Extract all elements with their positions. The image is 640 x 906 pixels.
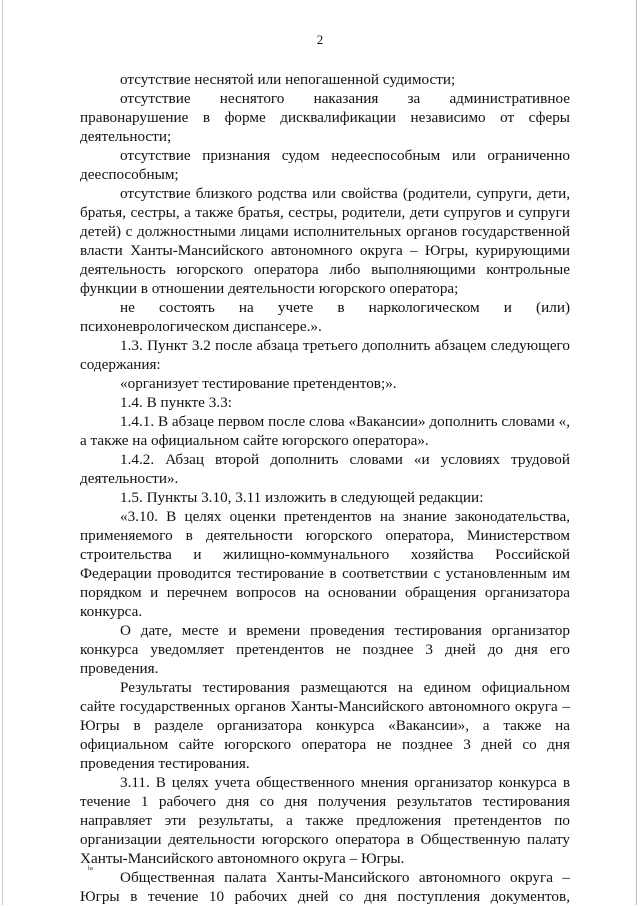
paragraph-testing-results: Результаты тестирования размещаются на едином официальном сайте государственных органов Ханты-Мансийского автономного округа – Югры в разделе организатора конкурса «Вакансии», а также на официальном сайте югорского оператора не позднее 3 дней со дня проведения тестирования.	[80, 679, 570, 772]
paragraph-item-1-4-2: 1.4.2. Абзац второй дополнить словами «и условиях трудовой деятельности».	[80, 451, 570, 487]
paragraph-item-3-10: «3.10. В целях оценки претендентов на знание законодательства, применяемого в деятельности югорского оператора, Министерством строительства и жилищно-коммунального хозяйства Российской Федерации проводится тестирование в соответствии с установленным им порядком и перечнем вопросов на основании обращения организатора конкурса.	[80, 508, 570, 620]
paragraph-item-1-3: 1.3. Пункт 3.2 после абзаца третьего дополнить абзацем следующего содержания:	[80, 337, 570, 373]
document-body	[80, 70, 570, 906]
paragraph-item-1-4: 1.4. В пункте 3.3:	[120, 394, 232, 411]
page-number: 2	[316, 32, 324, 47]
footer-mark: hs	[88, 866, 94, 872]
paragraph-testing-notice: О дате, месте и времени проведения тестирования организатор конкурса уведомляет претендентов не позднее 3 дней до дня его проведения.	[80, 622, 570, 677]
paragraph-item-1-4-1: 1.4.1. В абзаце первом после слова «Вакансии» дополнить словами «, а также на официальном сайте югорского оператора».	[80, 413, 570, 449]
paragraph-item-1-5: 1.5. Пункты 3.10, 3.11 изложить в следующей редакции:	[120, 489, 484, 506]
paragraph-kinship: отсутствие близкого родства или свойства (родители, супруги, дети, братья, сестры, а также братья, сестры, родители, дети супругов и супруги детей) с должностными лицами исполнительных органов государственной власти Ханты-Мансийского автономного округа – Югры, курирующими деятельность югорского оператора либо выполняющими контрольные функции в отношении деятельности югорского оператора;	[80, 185, 570, 297]
paragraph-public-chamber: Общественная палата Ханты-Мансийского автономного округа – Югры в течение 10 рабочих дней со дня поступления документов,	[80, 869, 570, 905]
paragraph-legal-capacity: отсутствие признания судом недееспособным или ограниченно дееспособным;	[80, 147, 570, 183]
paragraph-dispensary: не состоять на учете в наркологическом и (или) психоневрологическом диспансере.».	[80, 299, 570, 335]
scan-edge-right	[636, 0, 637, 905]
paragraph-criminal-record: отсутствие неснятой или непогашенной судимости;	[120, 71, 456, 88]
paragraph-organizes-testing: «организует тестирование претендентов;».	[120, 375, 397, 392]
paragraph-administrative-penalty: отсутствие неснятого наказания за административное правонарушение в форме дисквалификации независимо от сферы деятельности;	[80, 90, 570, 145]
paragraph-item-3-11: 3.11. В целях учета общественного мнения организатор конкурса в течение 1 рабочего дня со дня получения результатов тестирования направляет эти результаты, а также предложения претендентов по организации деятельности югорского оператора в Общественную палату Ханты-Мансийского автономного округа – Югры.	[80, 774, 570, 867]
scan-edge-left	[2, 0, 3, 905]
